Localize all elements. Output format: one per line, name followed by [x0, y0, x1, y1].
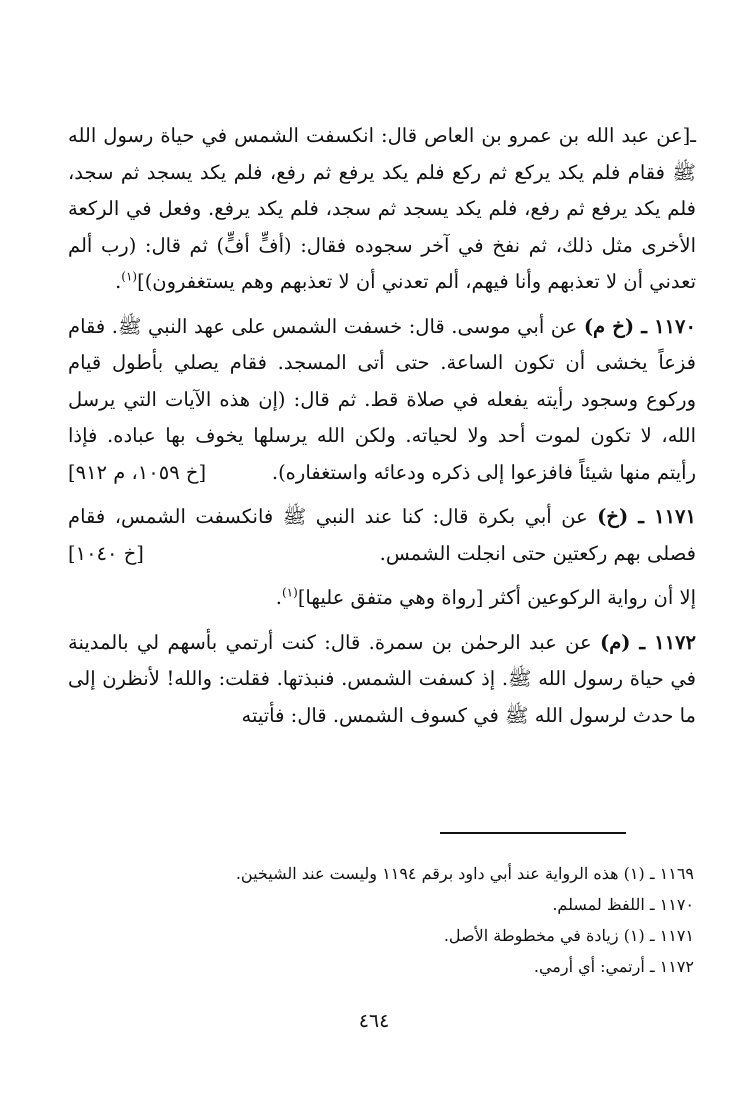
- footnote-1172: ١١٧٢ ـ أرتمي: أي أرمي.: [533, 957, 694, 976]
- footnote-divider: [440, 832, 626, 834]
- paragraph-1170: [68, 309, 696, 492]
- footnotes: [68, 858, 694, 982]
- paragraph-text: عن عبد الرحمٰن بن سمرة. قال: كنت أرتمي بأسهم لي بالمدينة في حياة رسول الله ﷺ. إذ كسفت الشمس. فنبذتها. فقلت: والله! لأنظرن إلى ما حدث لرسول الله ﷺ في كسوف الشمس. قال: فأتيته: [68, 630, 696, 727]
- paragraph-text: عن أبي موسى. قال: خسفت الشمس على عهد النبي ﷺ. فقام فزعاً يخشى أن تكون الساعة. حتى أتى المسجد. فقام يصلي بأطول قيام وركوع وسجود رأيته يفعله في صلاة قط. ثم قال: (إن هذه الآيات التي يرسل الله، لا تكون لموت أحد ولا لحياته. ولكن الله يرسلها يخوف بها عباده. فإذا رأيتم منها شيئاً فافزعوا إلى ذكره ودعائه واستغفاره).: [68, 314, 696, 484]
- paragraph-text: ـ[عن عبد الله بن عمرو بن العاص قال: انكسفت الشمس في حياة رسول الله ﷺ فقام فلم يكد يركع ثم ركع فلم يكد يرفع ثم رفع، فلم يكد يسجد ثم سجد، فلم يكد يرفع ثم رفع، فلم يكد يسجد ثم سجد، فلم يكد يرفع. وفعل في الركعة الأخرى مثل ذلك، ثم نفخ في آخر سجوده فقال: (أفٍّ أفٍّ) ثم قال: (رب ألم تعدني أن لا تعذبهم وأنا فيهم، ألم تعدني أن لا تعذبهم وهم يستغفرون)]: [68, 124, 696, 293]
- paragraph-1169: [68, 118, 696, 301]
- footnote-1170: ١١٧٠ ـ اللفظ لمسلم.: [552, 895, 694, 914]
- note-tail: .: [275, 586, 282, 609]
- hadith-number: ١١٧٢ ـ (م): [599, 630, 696, 654]
- source-reference: [خ ١٠٤٠]: [68, 541, 144, 565]
- footnote-marker: (١): [281, 585, 298, 600]
- page-number: ٤٦٤: [358, 1010, 390, 1032]
- main-text: [68, 118, 696, 742]
- footnote-1169: ١١٦٩ ـ (١) هذه الرواية عند أبي داود برقم ١١٩٤ وليست عند الشيخين.: [235, 864, 694, 883]
- hadith-number: ١١٧١ ـ (خ): [597, 505, 696, 528]
- footnote-1171: ١١٧١ ـ (١) زيادة في مخطوطة الأصل.: [443, 926, 694, 945]
- paragraph-1171: [68, 499, 696, 572]
- note-text: إلا أن رواية الركوعين أكثر [رواة وهي متفق عليها]: [297, 586, 696, 609]
- paragraph-1172: [68, 625, 696, 735]
- paragraph-tail: .: [115, 270, 122, 293]
- hadith-number: ١١٧٠ ـ (خ م): [583, 314, 696, 338]
- source-reference: [خ ١٠٥٩، م ٩١٢]: [68, 460, 207, 484]
- footnote-marker: (١): [121, 269, 138, 284]
- paragraph-text: عن أبي بكرة قال: كنا عند النبي ﷺ فانكسفت الشمس، فقام فصلى بهم ركعتين حتى انجلت الشمس.: [68, 505, 696, 565]
- note-line: [68, 580, 696, 617]
